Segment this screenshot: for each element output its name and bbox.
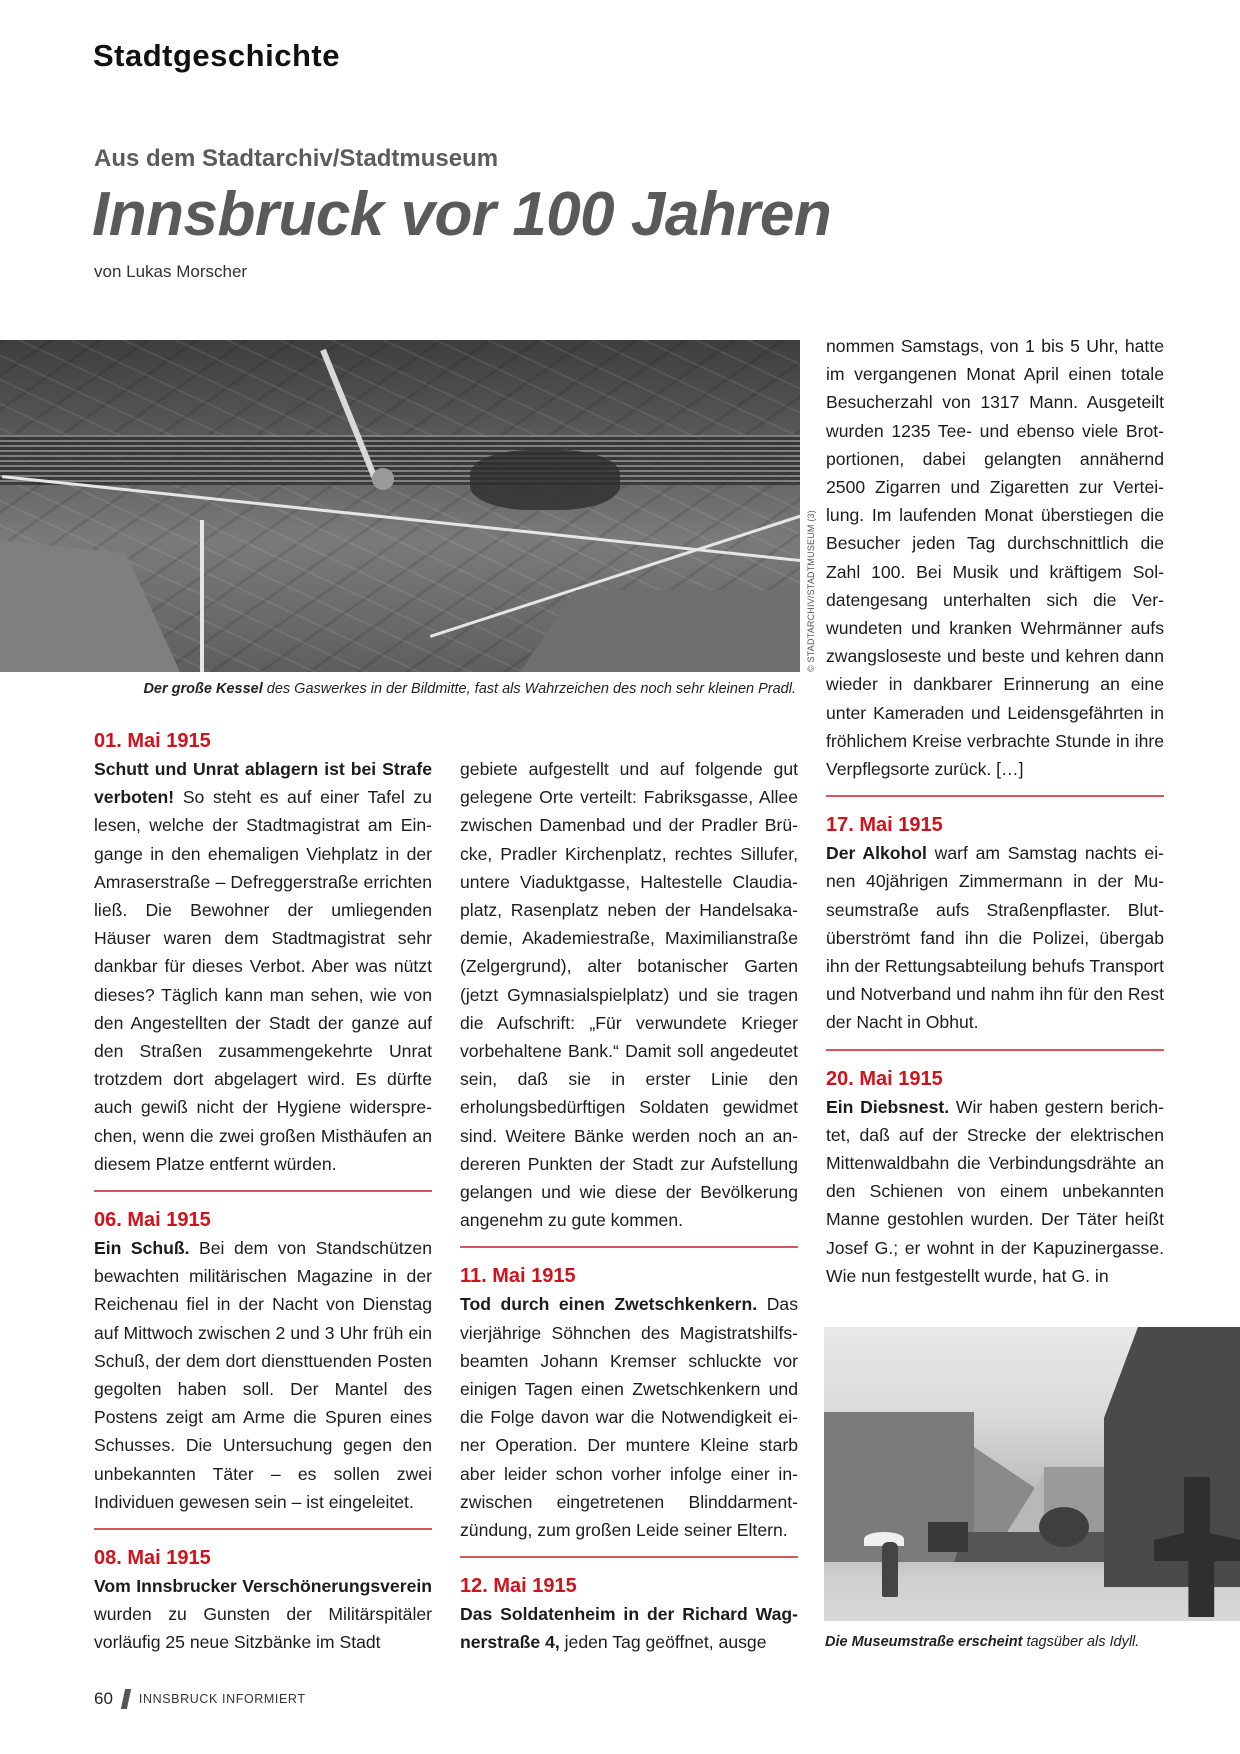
entry-continuation: gebiete aufgestellt und auf folgende gut gelegene Orte verteilt: Fabriksgasse, Allee zwischen Damenbad und der Pradler Brücke, Pradler Kirchenplatz, rechtes Sillufer, untere Viaduktgasse, Haltestelle Claudiaplatz, Rasenplatz neben der Handelsakademie, Akademiestraße, Maximilianstraße (Zelgergrund), alter botanischer Garten (jetzt Gymnasialspielplatz) und sie tragen die Aufschrift: „Für verwundete Krieger vorbehaltene Bank.“ Damit soll angedeutet sein, daß sie in erster Linie den erholungsbedürftigen Soldaten gewidmet sind. Weitere Bänke werden noch an andereren Punkten der Stadt zur Aufstellung gelangen und wie diese der Bevölkerung angenehm zu gute kommen.: [460, 759, 798, 1231]
text-column-1: [94, 727, 432, 1657]
entry-date: 11. Mai 1915: [460, 1265, 576, 1288]
entry-body: wurden zu Gunsten der Militärspitäler vorläufig 25 neue Sitzbänke im Stadt: [94, 1604, 432, 1653]
entry-text: [826, 839, 1164, 1036]
entry-12-mai: [460, 1572, 798, 1656]
entry-text: [460, 1290, 798, 1544]
entry-06-mai: [94, 1206, 432, 1516]
slash-icon: [121, 1689, 131, 1709]
entry-lead: Ein Diebsnest.: [826, 1096, 950, 1117]
text-column-2: [460, 755, 798, 1657]
street-photo-caption: [825, 1634, 1139, 1650]
entry-body: Wir haben gestern berichtet, daß auf der Strecke der elektrischen Mittenwaldbahn die Verbindungsdrähte an den Schienen von einem unbekannten Manne gestohlen wurden. Der Täter heißt Josef G.; er wohnt in der Kapuzinergasse. Wie nun festgestellt wurde, hat G. in: [826, 1096, 1164, 1286]
entry-date: 12. Mai 1915: [460, 1575, 577, 1598]
photo-credit-container: [803, 510, 817, 675]
caption-bold: Der große Kessel: [143, 681, 263, 697]
entry-text: [94, 1572, 432, 1657]
caption-text: tagsüber als Idyll.: [1022, 1634, 1140, 1650]
red-divider: [460, 1246, 798, 1248]
entry-17-mai: [826, 811, 1164, 1036]
entry-text: [94, 755, 432, 1178]
entry-text: [460, 1600, 798, 1656]
entry-body: So steht es auf einer Tafel zu lesen, welche der Stadtmagistrat am Eingange in den ehemaligen Viehplatz in der Amraserstraße – Defreggerstraße errichten ließ. Die Bewohner der umliegenden Häuser waren dem Stadtmagistrat sehr dankbar für dieses Verbot. Aber was nützt dieses? Täglich kann man sehen, wie von den Angestellten der Stadt der ganze auf den Straßen zusammengekehrte Unrat trotzdem dort abgelagert wird. Es dürfte auch gewiß nicht der Hygiene widersprechen, wenn die zwei großen Misthäufen an diesem Platze entfernt würden.: [94, 787, 432, 1174]
page-number: 60: [94, 1689, 113, 1708]
photo-tram: [928, 1522, 968, 1552]
entry-01-mai: [94, 727, 432, 1178]
entry-body: Das vierjährige Söhnchen des Magistratshilfsbeamten Johann Kremser schluckte vor einigen Tagen einen Zwetschkenkern und die Folge davon war die Notwendigkeit einer Operation. Der muntere Kleine starb aber leider schon vorher infolge einer inzwischen eingetretenen Blinddarmentzündung, zum großen Leide seiner Eltern.: [460, 1294, 798, 1541]
entry-11-mai: [460, 1262, 798, 1544]
entry-body: jeden Tag geöffnet, ausge: [559, 1632, 767, 1653]
photo-woman: [882, 1542, 898, 1597]
entry-text: [826, 1093, 1164, 1290]
photo-park: [470, 450, 620, 510]
red-divider: [826, 1049, 1164, 1051]
red-divider: [460, 1556, 798, 1558]
entry-text: [94, 1234, 432, 1516]
magazine-name: INNSBRUCK INFORMIERT: [138, 1692, 306, 1706]
entry-lead: Tod durch einen Zwetschkenkern.: [460, 1294, 758, 1315]
entry-lead: Ein Schuß.: [94, 1238, 190, 1259]
entry-08-mai: [94, 1544, 432, 1657]
museumstrasse-photo: [824, 1327, 1240, 1621]
entry-continuation: nommen Samstags, von 1 bis 5 Uhr, hatte im vergangenen Monat April einen totale Besucherzahl von 1317 Mann. Ausgeteilt wurden 1235 Tee- und ebenso viele Brotportionen, dabei gelangten annähernd 2500 Zigarren und Zigaretten zur Verteilung. Im laufenden Monat überstiegen die Besucher jeden Tag durchschnittlich die Zahl 100. Bei Musik und kräftigem Soldatengesang unterhalten sich die Verwundeten und kranken Wehrmänner aufs zwangsloseste und beste und kehren dann wieder in dankbarer Erinnerung an eine unter Kameraden und Leidensgefährten in fröhlichem Kreise verbrachte Stunde in ihre Verpflegsorte zurück. […]: [826, 336, 1164, 780]
red-divider: [94, 1190, 432, 1192]
aerial-photo-caption: [143, 681, 796, 697]
entry-lead: Das Soldatenheim in der Richard Wagnerstraße 4,: [460, 1604, 798, 1653]
page-footer: [94, 1689, 306, 1709]
article-kicker: Aus dem Stadtarchiv/Stadtmuseum: [94, 145, 499, 172]
photo-road: [200, 520, 204, 672]
photo-credit: © STADTARCHIV/STADTMUSEUM (3): [806, 510, 816, 672]
article-title: Innsbruck vor 100 Jahren: [92, 180, 832, 249]
text-column-3: [826, 332, 1164, 1290]
caption-text: des Gaswerkes in der Bildmitte, fast als Wahrzeichen des noch sehr kleinen Pradl.: [262, 681, 796, 697]
red-divider: [94, 1528, 432, 1530]
caption-bold: Die Museumstraße erscheint: [825, 1634, 1023, 1650]
entry-lead: Schutt und Unrat ablagern ist bei Strafe verboten!: [94, 759, 432, 808]
entry-date: 20. Mai 1915: [826, 1067, 943, 1090]
photo-gas-tank: [372, 468, 394, 490]
photo-tree: [1039, 1507, 1089, 1547]
article-byline: von Lukas Morscher: [94, 262, 248, 281]
entry-20-mai: [826, 1065, 1164, 1290]
entry-body: Bei dem von Standschützen bewachten militärischen Magazine in der Reichenau fiel in der Nacht von Dienstag auf Mittwoch zwischen 2 und 3 Uhr früh ein Schuß, der dem dort diensttuenden Posten gegolten haben soll. Der Mantel des Postens zeigt am Arme die Spuren eines Schusses. Die Untersuchung gegen den unbekannten Täter – es sollen zwei Individuen gewesen sein – ist eingeleitet.: [94, 1238, 432, 1512]
red-divider: [826, 795, 1164, 797]
photo-rail-yard: [0, 435, 800, 485]
photo-field: [0, 540, 180, 672]
entry-lead: Der Alkohol: [826, 843, 927, 864]
entry-body: warf am Samstag nachts einen 40jährigen Zimmermann in der Museumstraße aufs Straßenpflaster. Blutüberströmt fand ihn die Polizei, übergab ihn der Rettungsabteilung behufs Transport und Notverband und nahm ihn für den Rest der Nacht in Obhut.: [826, 843, 1164, 1033]
photo-field: [520, 590, 800, 672]
entry-date: 08. Mai 1915: [94, 1547, 211, 1570]
section-label: Stadtgeschichte: [93, 38, 340, 73]
photo-road: [2, 475, 800, 564]
aerial-photo-pradl: [0, 340, 800, 672]
entry-date: 06. Mai 1915: [94, 1209, 211, 1232]
entry-date: 17. Mai 1915: [826, 814, 943, 837]
entry-date: 01. Mai 1915: [94, 730, 211, 752]
entry-lead: Vom Innsbrucker Verschönerungsverein: [94, 1576, 432, 1597]
